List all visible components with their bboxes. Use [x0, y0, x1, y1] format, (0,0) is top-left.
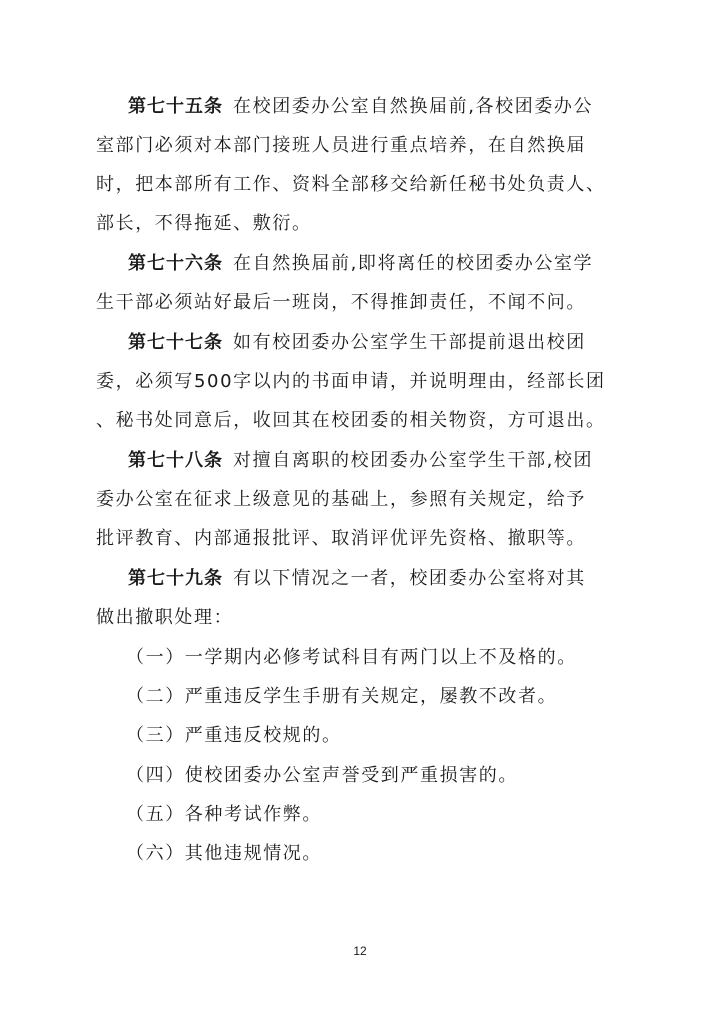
article-77-text-3: 、秘书处同意后，收回其在校团委的相关物资，方可退出。 [96, 410, 606, 431]
article-75-number: 第七十五条 [128, 96, 223, 117]
list-item-text-3: （三）严重违反校规的。 [126, 725, 342, 746]
article-75-text-1: 在校团委办公室自然换届前,各校团委办公 [233, 96, 594, 117]
article-78-text-1: 对擅自离职的校团委办公室学生干部,校团 [233, 450, 594, 471]
article-76-text-2: 生干部必须站好最后一班岗，不得推卸责任，不闻不问。 [96, 292, 586, 313]
list-item-text-5: （五）各种考试作弊。 [126, 804, 322, 825]
list-item-text-4: （四）使校团委办公室声誉受到严重损害的。 [126, 765, 518, 786]
article-77-text-2: 委，必须写500字以内的书面申请，并说明理由，经部长团 [96, 371, 606, 392]
article-75-text-4: 部长，不得拖延、敷衍。 [96, 213, 312, 234]
list-item-text-2: （二）严重违反学生手册有关规定，屡教不改者。 [126, 686, 558, 707]
article-79-text-1: 有以下情况之一者，校团委办公室将对其 [233, 568, 586, 589]
article-78-text-2: 委办公室在征求上级意见的基础上，参照有关规定，给予 [96, 489, 586, 510]
article-79-text-2: 做出撤职处理： [96, 607, 234, 628]
list-item-text-1: （一）一学期内必修考试科目有两门以上不及格的。 [126, 647, 577, 668]
article-75-text-3: 时，把本部所有工作、资料全部移交给新任秘书处负责人、 [96, 174, 606, 195]
article-78-text-3: 批评教育、内部通报批评、取消评优评先资格、撤职等。 [96, 528, 586, 549]
article-76-number: 第七十六条 [128, 253, 223, 274]
article-76-text-1: 在自然换届前,即将离任的校团委办公室学 [233, 253, 594, 274]
article-79-number: 第七十九条 [128, 568, 223, 589]
list-item-text-6: （六）其他违规情况。 [126, 843, 322, 864]
article-77-number: 第七十七条 [128, 332, 223, 353]
article-77-text-1: 如有校团委办公室学生干部提前退出校团 [233, 332, 586, 353]
article-78-number: 第七十八条 [128, 450, 223, 471]
article-75-text-2: 室部门必须对本部门接班人员进行重点培养，在自然换届 [96, 135, 586, 156]
page-number: 12 [353, 944, 367, 958]
